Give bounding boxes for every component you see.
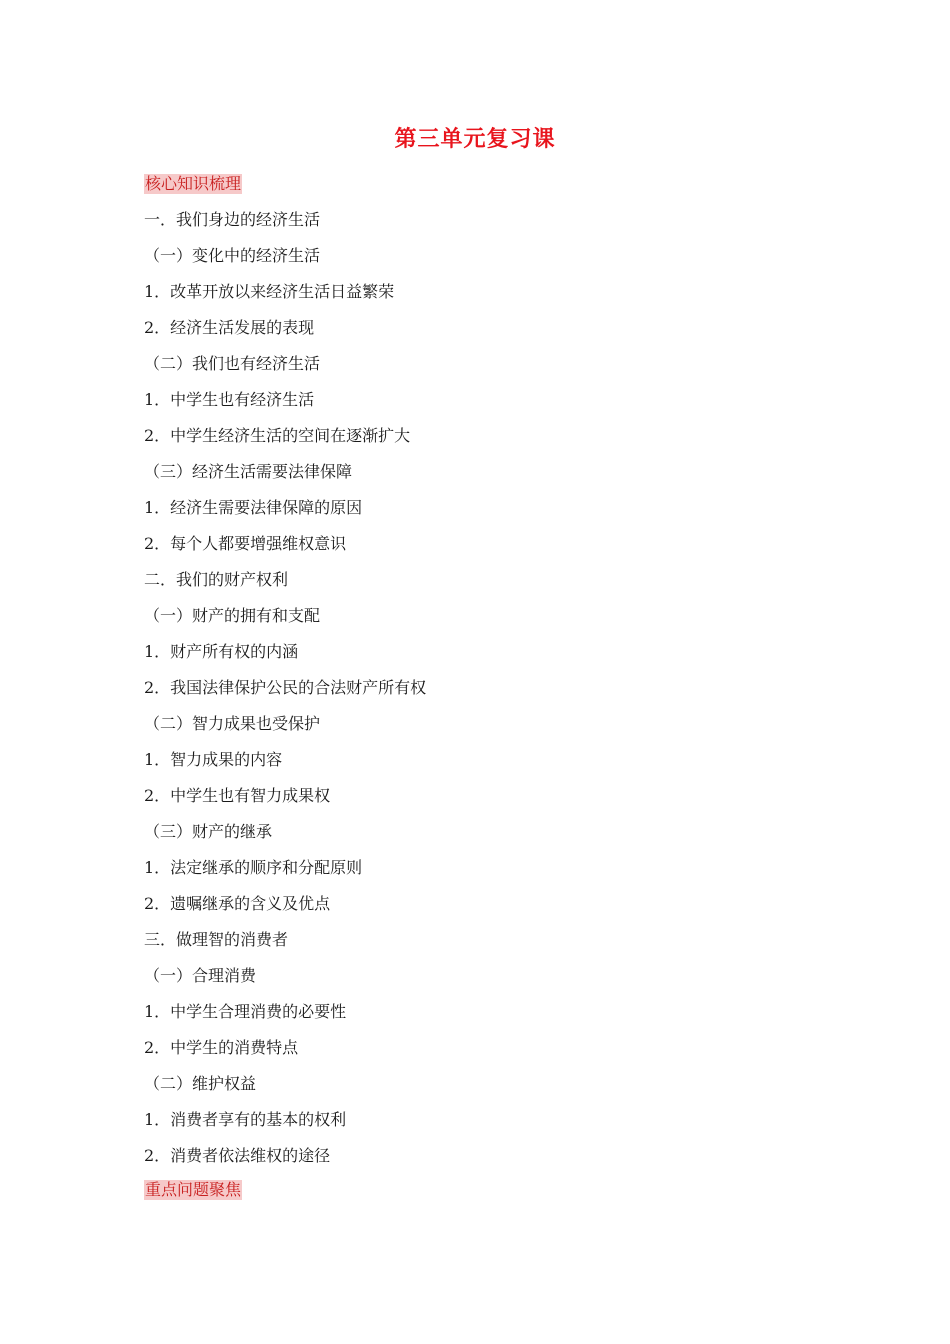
outline-item: 2．我国法律保护公民的合法财产所有权: [144, 678, 427, 697]
page-title: 第三单元复习课: [394, 126, 556, 152]
outline-item: 2．中学生也有智力成果权: [144, 786, 331, 805]
outline-item: 2．中学生经济生活的空间在逐渐扩大: [144, 426, 411, 445]
outline-item: 2．每个人都要增强维权意识: [144, 534, 347, 553]
outline-item: 1．法定继承的顺序和分配原则: [144, 858, 363, 877]
outline-item: （三）财产的继承: [144, 822, 273, 841]
outline-item: 1．中学生也有经济生活: [144, 390, 315, 409]
outline-item: 1．中学生合理消费的必要性: [144, 1002, 347, 1021]
outline-item: 一．我们身边的经济生活: [144, 210, 321, 229]
section-heading-core-knowledge: 核心知识梳理: [145, 174, 242, 193]
outline-item: 2．遗嘱继承的含义及优点: [144, 894, 331, 913]
outline-item: 1．财产所有权的内涵: [144, 642, 299, 661]
outline-item: 1．智力成果的内容: [144, 750, 283, 769]
outline-item: （一）变化中的经济生活: [144, 246, 321, 265]
outline-item: 2．消费者依法维权的途径: [144, 1146, 331, 1165]
outline-item: （一）财产的拥有和支配: [144, 606, 321, 625]
section-heading-key-issues: 重点问题聚焦: [145, 1180, 242, 1199]
outline-item: （二）我们也有经济生活: [144, 354, 321, 373]
knowledge-outline: [144, 208, 844, 1180]
outline-item: （二）智力成果也受保护: [144, 714, 321, 733]
outline-item: （一）合理消费: [144, 966, 257, 985]
outline-item: 1．改革开放以来经济生活日益繁荣: [144, 282, 395, 301]
outline-item: （二）维护权益: [144, 1074, 257, 1093]
outline-item: 二．我们的财产权利: [144, 570, 289, 589]
outline-item: （三）经济生活需要法律保障: [144, 462, 353, 481]
outline-item: 2．经济生活发展的表现: [144, 318, 315, 337]
outline-item: 1．经济生需要法律保障的原因: [144, 498, 363, 517]
outline-item: 1．消费者享有的基本的权利: [144, 1110, 347, 1129]
outline-item: 2．中学生的消费特点: [144, 1038, 299, 1057]
outline-item: 三．做理智的消费者: [144, 930, 289, 949]
